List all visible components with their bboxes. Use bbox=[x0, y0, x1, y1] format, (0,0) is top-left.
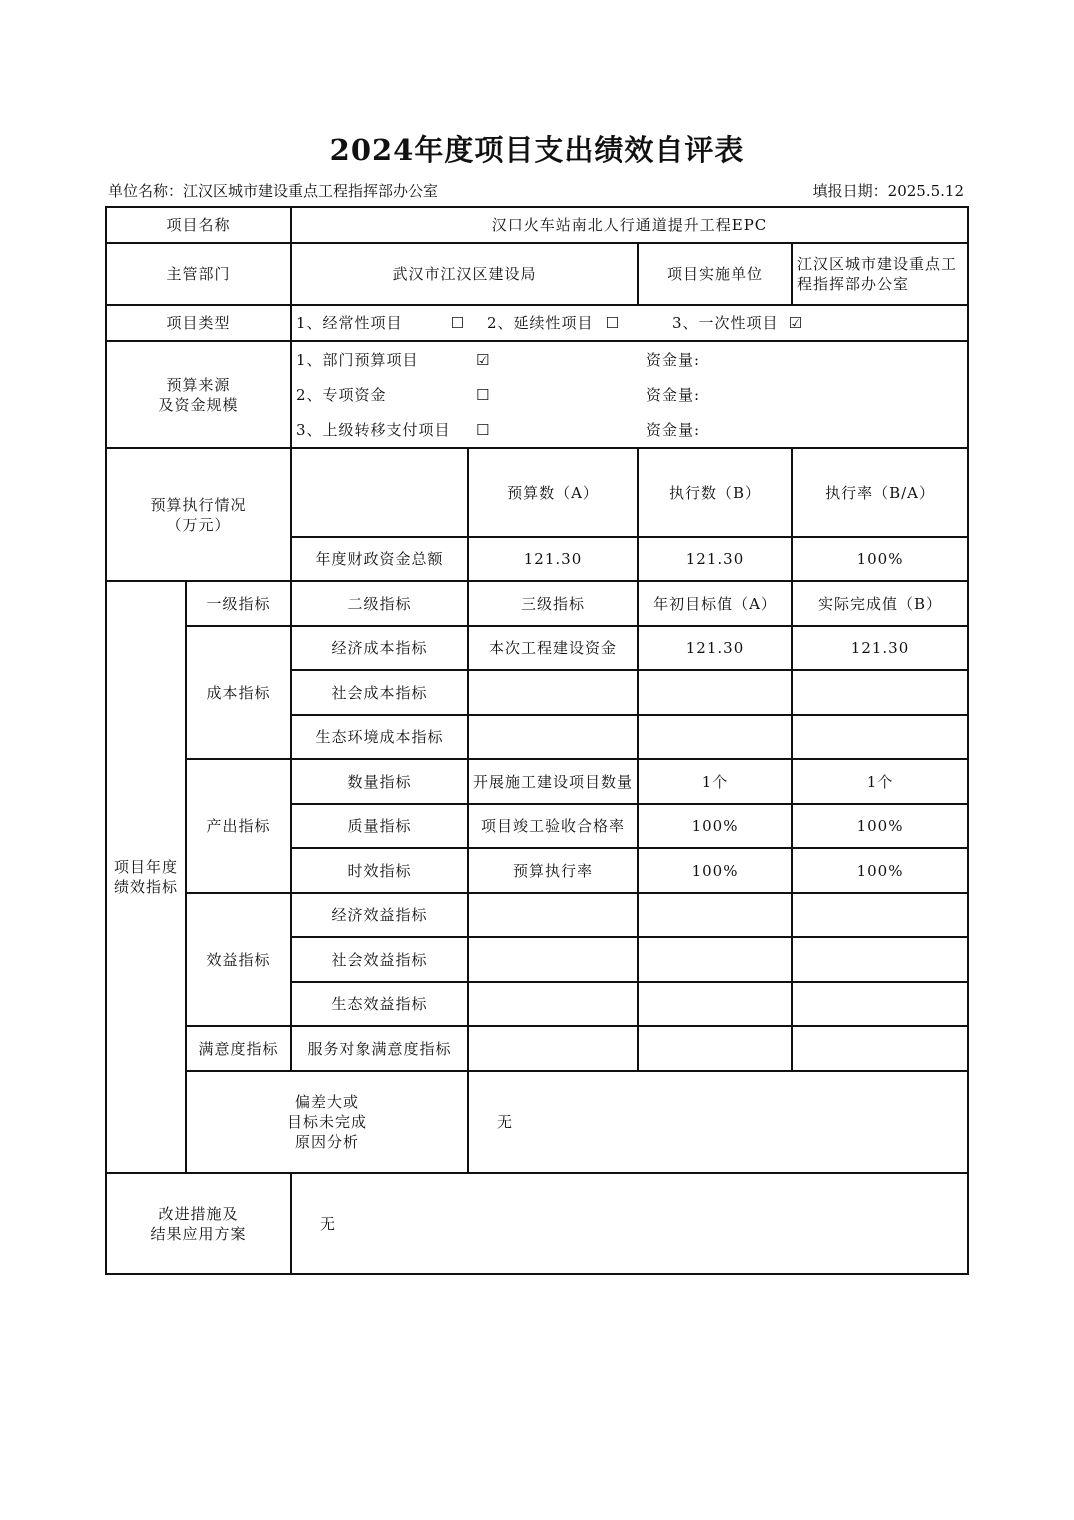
indicator-l2: 社会成本指标 bbox=[291, 670, 468, 715]
indicator-actual: 100% bbox=[792, 804, 968, 848]
type-2-checkbox: ☐ bbox=[605, 314, 621, 332]
indicator-target bbox=[638, 670, 792, 715]
indicator-actual bbox=[792, 937, 968, 982]
indicator-l2: 社会效益指标 bbox=[291, 937, 468, 982]
row-improvement bbox=[106, 1173, 968, 1274]
type-option-2: 2、延续性项目 bbox=[487, 314, 594, 332]
indicator-l3 bbox=[468, 670, 638, 715]
indicator-l3: 项目竣工验收合格率 bbox=[468, 804, 638, 848]
indicator-target bbox=[638, 893, 792, 937]
row-funds bbox=[106, 341, 968, 448]
type-1-checkbox: ☐ bbox=[450, 314, 466, 332]
type-3-checkbox: ☑ bbox=[788, 314, 804, 332]
indicator-l3 bbox=[468, 715, 638, 759]
improve-text: 无 bbox=[291, 1173, 968, 1274]
perf-header-l3: 三级指标 bbox=[468, 581, 638, 626]
indicator-l2: 经济效益指标 bbox=[291, 893, 468, 937]
exec-header-rate: 执行率（B/A） bbox=[792, 448, 968, 537]
perf-header-l1: 一级指标 bbox=[186, 581, 291, 626]
impl-unit-label: 项目实施单位 bbox=[638, 243, 792, 305]
type-options bbox=[291, 305, 968, 341]
dept-label: 主管部门 bbox=[106, 243, 291, 305]
fund-label: 3、上级转移支付项目 bbox=[296, 420, 451, 439]
indicator-target bbox=[638, 715, 792, 759]
output-label: 产出指标 bbox=[186, 759, 291, 893]
exec-header-blank bbox=[291, 448, 468, 537]
exec-row-label: 年度财政资金总额 bbox=[291, 537, 468, 581]
indicator-target bbox=[638, 937, 792, 982]
indicator-l3: 本次工程建设资金 bbox=[468, 626, 638, 670]
row-deviation bbox=[106, 1071, 968, 1173]
exec-label-line2: （万元） bbox=[166, 515, 231, 534]
indicator-actual bbox=[792, 893, 968, 937]
indicator-actual bbox=[792, 1026, 968, 1071]
indicator-l2: 质量指标 bbox=[291, 804, 468, 848]
indicator-l3 bbox=[468, 982, 638, 1026]
dept-value: 武汉市江汉区建设局 bbox=[291, 243, 638, 305]
table-row bbox=[106, 893, 968, 937]
indicator-l3 bbox=[468, 937, 638, 982]
exec-rate-value: 100% bbox=[792, 537, 968, 581]
row-project-type bbox=[106, 305, 968, 341]
indicator-target: 100% bbox=[638, 848, 792, 893]
indicator-l2: 服务对象满意度指标 bbox=[291, 1026, 468, 1071]
indicator-l2: 时效指标 bbox=[291, 848, 468, 893]
indicator-target: 121.30 bbox=[638, 626, 792, 670]
indicator-l2: 生态效益指标 bbox=[291, 982, 468, 1026]
benefit-label: 效益指标 bbox=[186, 893, 291, 1026]
indicator-actual bbox=[792, 982, 968, 1026]
cost-label: 成本指标 bbox=[186, 626, 291, 759]
unit-name: 单位名称：江汉区城市建设重点工程指挥部办公室 bbox=[108, 182, 439, 200]
fund-checkbox: ☐ bbox=[476, 420, 491, 439]
row-project-name bbox=[106, 207, 968, 243]
type-option-3: 3、一次性项目 bbox=[672, 314, 779, 332]
fund-label: 2、专项资金 bbox=[296, 385, 387, 404]
deviation-label-line3: 原因分析 bbox=[295, 1133, 360, 1151]
evaluation-table bbox=[105, 206, 969, 1275]
fund-item bbox=[296, 377, 963, 412]
exec-budget-value: 121.30 bbox=[468, 537, 638, 581]
indicator-l2: 经济成本指标 bbox=[291, 626, 468, 670]
deviation-label-line2: 目标未完成 bbox=[287, 1113, 368, 1131]
fund-amount-label: 资金量: bbox=[646, 350, 701, 369]
indicator-actual bbox=[792, 715, 968, 759]
funds-label bbox=[106, 341, 291, 448]
improve-label-line2: 结果应用方案 bbox=[150, 1224, 247, 1243]
indicator-actual: 1个 bbox=[792, 759, 968, 804]
indicator-l3 bbox=[468, 1026, 638, 1071]
project-name-value: 汉口火车站南北人行通道提升工程EPC bbox=[291, 207, 968, 243]
perf-header-l2: 二级指标 bbox=[291, 581, 468, 626]
row-dept bbox=[106, 243, 968, 305]
indicator-l3: 开展施工建设项目数量 bbox=[468, 759, 638, 804]
fund-item bbox=[296, 342, 963, 377]
project-name-label: 项目名称 bbox=[106, 207, 291, 243]
exec-header-executed: 执行数（B） bbox=[638, 448, 792, 537]
exec-label-line1: 预算执行情况 bbox=[150, 495, 247, 514]
type-option-1: 1、经常性项目 bbox=[296, 314, 403, 332]
deviation-label bbox=[186, 1071, 468, 1173]
row-exec-header bbox=[106, 448, 968, 537]
indicator-l3 bbox=[468, 893, 638, 937]
type-label: 项目类型 bbox=[106, 305, 291, 341]
fund-item bbox=[296, 412, 963, 447]
exec-label bbox=[106, 448, 291, 581]
fund-checkbox: ☐ bbox=[476, 385, 491, 404]
perf-label-line1: 项目年度 bbox=[113, 858, 178, 876]
indicator-target: 1个 bbox=[638, 759, 792, 804]
fund-label: 1、部门预算项目 bbox=[296, 350, 419, 369]
perf-label bbox=[106, 581, 186, 1173]
improve-label bbox=[106, 1173, 291, 1274]
indicator-l2: 数量指标 bbox=[291, 759, 468, 804]
table-row bbox=[106, 759, 968, 804]
funds-label-line1: 预算来源 bbox=[166, 375, 231, 394]
table-row bbox=[106, 626, 968, 670]
perf-header-target: 年初目标值（A） bbox=[638, 581, 792, 626]
fund-amount-label: 资金量: bbox=[646, 385, 701, 404]
indicator-target bbox=[638, 982, 792, 1026]
fund-checkbox: ☑ bbox=[476, 350, 491, 369]
funds-label-line2: 及资金规模 bbox=[158, 395, 239, 414]
exec-header-budget: 预算数（A） bbox=[468, 448, 638, 537]
indicator-actual: 100% bbox=[792, 848, 968, 893]
deviation-text: 无 bbox=[468, 1071, 968, 1173]
row-perf-header bbox=[106, 581, 968, 626]
impl-unit-value: 江汉区城市建设重点工程指挥部办公室 bbox=[792, 243, 968, 305]
perf-header-actual: 实际完成值（B） bbox=[792, 581, 968, 626]
indicator-actual: 121.30 bbox=[792, 626, 968, 670]
satisfaction-label: 满意度指标 bbox=[186, 1026, 291, 1071]
indicator-target: 100% bbox=[638, 804, 792, 848]
indicator-target bbox=[638, 1026, 792, 1071]
fund-amount-label: 资金量: bbox=[646, 420, 701, 439]
perf-label-line2: 绩效指标 bbox=[113, 878, 178, 896]
deviation-label-line1: 偏差大或 bbox=[295, 1093, 360, 1111]
table-row bbox=[106, 1026, 968, 1071]
exec-executed-value: 121.30 bbox=[638, 537, 792, 581]
page-title: 2024年度项目支出绩效自评表 bbox=[329, 133, 745, 167]
improve-label-line1: 改进措施及 bbox=[158, 1204, 239, 1223]
report-date: 填报日期：2025.5.12 bbox=[812, 182, 964, 200]
funds-list bbox=[291, 341, 968, 448]
indicator-l3: 预算执行率 bbox=[468, 848, 638, 893]
indicator-l2: 生态环境成本指标 bbox=[291, 715, 468, 759]
indicator-actual bbox=[792, 670, 968, 715]
